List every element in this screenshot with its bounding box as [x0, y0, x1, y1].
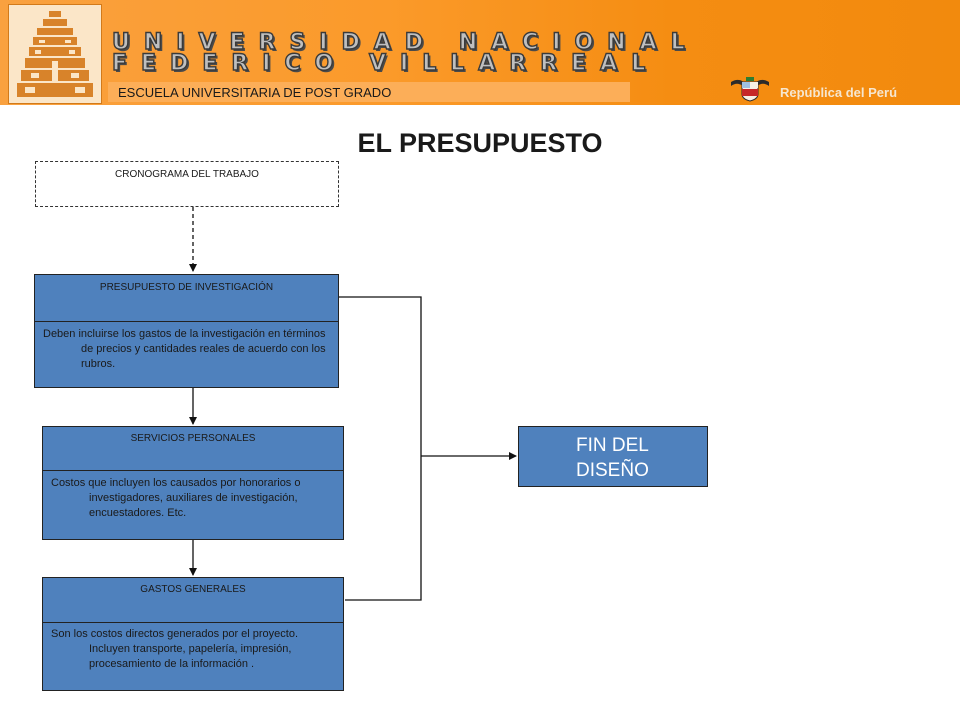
school-name: ESCUELA UNIVERSITARIA DE POST GRADO	[118, 85, 392, 100]
fin-del-diseno-label: FIN DEL DISEÑO	[576, 435, 649, 481]
presupuesto-divider	[35, 321, 338, 322]
presupuesto-title: PRESUPUESTO DE INVESTIGACIÓN	[99, 282, 274, 293]
servicios-body: Costos que incluyen los causados por honorarios o investigadores, auxiliares de investigación, encuestadores. Etc.	[51, 477, 301, 519]
university-name-line2: FEDERICO VILLARREAL	[112, 51, 660, 76]
servicios-box	[42, 426, 344, 540]
gastos-body: Son los costos directos generados por el proyecto. Incluyen transporte, papelería, impresión, procesamiento de la información .	[51, 628, 299, 670]
fin-del-diseno-box	[518, 426, 708, 487]
republica-peru-label: República del Perú	[780, 85, 898, 100]
page-title: EL PRESUPUESTO	[357, 128, 603, 158]
servicios-title: SERVICIOS PERSONALES	[130, 433, 256, 444]
bracket-line	[339, 297, 421, 600]
cronograma-title: CRONOGRAMA DEL TRABAJO	[115, 169, 259, 180]
cronograma-box	[35, 161, 339, 207]
gastos-box	[42, 577, 344, 691]
servicios-divider	[43, 470, 343, 471]
presupuesto-box	[34, 274, 339, 388]
university-name-line1: UNIVERSIDAD NACIONAL	[112, 30, 699, 55]
gastos-title: GASTOS GENERALES	[140, 584, 246, 595]
presupuesto-body: Deben incluirse los gastos de la investigación en términos de precios y cantidades reales de acuerdo con los rubros.	[43, 328, 326, 370]
gastos-divider	[43, 622, 343, 623]
